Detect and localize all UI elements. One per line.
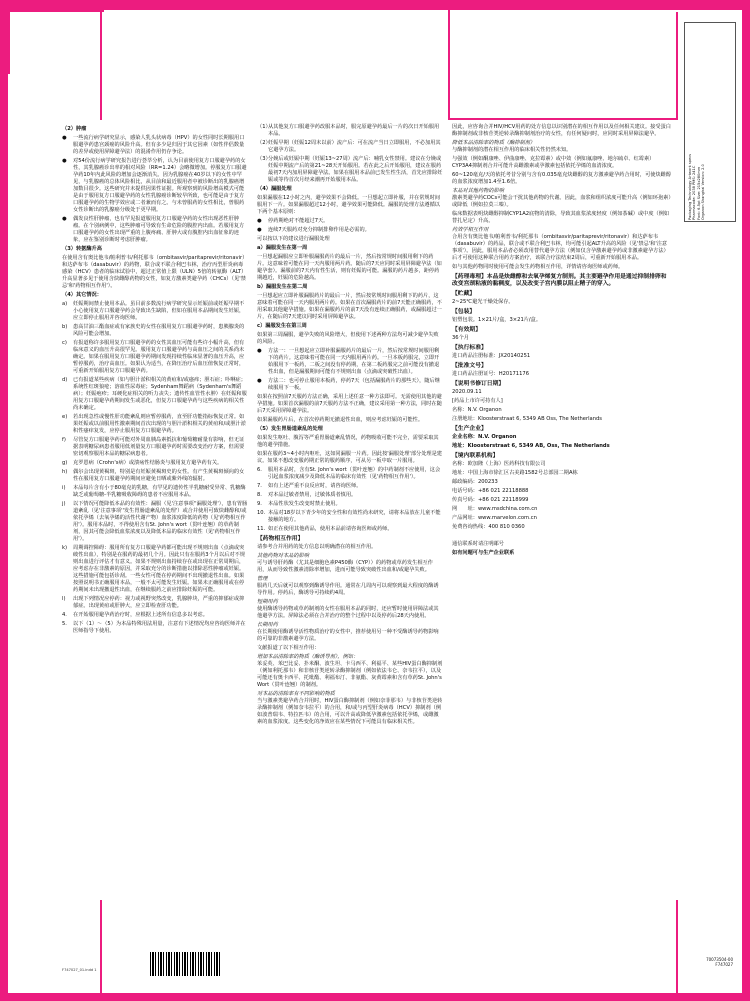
list-text: 以下情况可能降低本品的有效性：漏服（见'注意事项''漏服处理'），患有胃肠道紊乱（见'注意事项''发生胃肠道紊乱的处理'）或合并使用可致炔雌醇和/或依托孕烯（去氧孕烯的活性代谢产物）血浆浓度降低的药物（见'药物相互作用'）。服用本品时，不得使用含有St. John's wort（贯叶连翘）的草药制剂，因其可能会降低血浆浓度以及降低本品的临床有效性（见'药物相互作用'）。 <box>73 501 248 542</box>
paragraph: 请参考合并用药的处方信息以明确潜在的相互作用。 <box>257 544 377 550</box>
list-item <box>62 501 248 543</box>
list-text: 克罗恩病（Crohn's病）或溃疡性结肠炎与服用复方避孕药有关。 <box>73 460 223 466</box>
section-heading: 降低本品清除率的物质（酶抑制剂） <box>452 140 536 146</box>
section-heading: 【境内联系机构】 <box>452 453 499 459</box>
paragraph: 如果发生呕吐、腹泻等严重胃肠道紊乱情况，药物吸收可能不完全，需要采取其他的避孕措施。 <box>257 435 439 448</box>
list-item <box>257 483 443 490</box>
list-text: 从其他复方口服避孕药改服本品时，服完原避孕药最后一片的次日开始服用本品。 <box>268 124 440 137</box>
section-heading: 【药理毒理】本品是炔雌醇和去氧孕烯复方制剂。其主要避孕作用是通过抑制排卵和改变宫颈粘液的黏稠度，以及改变子宫内膜以阻止精子的穿入。 <box>452 274 667 287</box>
paragraph: 文献报道了以下相互作用： <box>257 645 320 651</box>
paragraph: 铝塑包装。1×21片/盒，3×21片/盒。 <box>452 317 542 323</box>
paragraph: 因此，应咨询合并HIV/HCV用药的处方信息以识别潜在的相互作用以及任何相关建议。接受蛋白酶抑制剂或非核苷类逆转录酶抑制剂治疗的女性，有任何疑问时，应同时采用屏障法避孕。 <box>452 124 671 137</box>
list-text: 服用本品时，含有St. John's wort（贯叶连翘）的中药制剂不应使用，这会引起血浆浓度减少及降低本品的临床有效性（见'药物相互作用'）。 <box>268 467 441 480</box>
list-item <box>257 492 443 499</box>
paragraph: 电话号码：+86 021 22118888 <box>452 488 529 494</box>
paragraph: 名称：欧加隆（上海）医药科技有限公司 <box>452 461 546 467</box>
pink-border-bottom <box>0 993 750 1001</box>
section-heading: 【说明书修订日期】 <box>452 381 505 387</box>
list-item <box>62 158 248 214</box>
list-text: 分娩后或妊娠中期（妊娠13~27周）流产后：哺乳女性禁用。建议在分娩或妊娠中期流产后的第21~28天开始服用。若在此之后开始服用，建议在服药最初7天内加用屏障避孕法。如果在服用本品前已发生性生活，首先应排除妊娠或等待首次月经来潮再开始服用本品。 <box>268 156 443 183</box>
crop-line <box>676 900 678 993</box>
paragraph: 邮政编码：200233 <box>452 479 498 485</box>
list-marker: （3） <box>257 156 271 162</box>
list-marker: 6. <box>257 467 262 473</box>
list-text: 对本品过敏者禁用，过敏体质者慎用。 <box>268 492 357 498</box>
paragraph: 通信联系时请注明邮号 <box>452 541 504 547</box>
list-item <box>62 414 248 435</box>
list-marker: ● <box>257 348 262 354</box>
pink-border-right <box>742 0 750 1001</box>
paragraph: 地址：Kloosterstraat 6, 5349 AB, Oss, The Netherlands <box>452 443 610 449</box>
list-item <box>257 348 443 376</box>
list-text: 偶发良性肝肿瘤，也有罕见报道服用复方口服避孕药的女性出现恶性肝肿瘤。在个别病例中，这些肿瘤可导致有生命危险的腹腔内出血。若服用复方口服避孕药的女性出现严重的上腹疼痛、肝肿大或有腹腔内出血征象的迹象，应在鉴别诊断时考虑肝肿瘤。 <box>73 216 245 243</box>
section-heading: c）漏服发生在第三周 <box>257 323 307 329</box>
list-text: 对54份流行病学研究报告进行荟萃分析，认为目前使用复方口服避孕药的女性，其乳腺癌诊出率的相对风险（RR=1.24）会略微增加。停服复方口服避孕药10年内此风险的增加会逐渐消失。因为乳腺癌在40岁以下的女性中罕见，与乳腺癌的总体风险相比，从目前和最近服用者中被诊断出的乳腺癌增加数目很少。这些研究并未提供因果性证据。所观察到的风险增高模式可能是由于服用复方口服避孕药的女性乳腺癌诊断较早所致，也可能是由于复方口服避孕药的生物学效应或二者兼而有之。与未曾服药的女性相比，曾服药女性诊断出的乳腺癌分级处于更早期。 <box>73 158 247 213</box>
paragraph <box>452 533 672 539</box>
list-marker: （1） <box>257 124 271 130</box>
list-item <box>62 460 248 467</box>
list-marker: ● <box>62 135 67 141</box>
list-text: 本品每片含有小于80毫克的乳糖，有罕见的遗传性半乳糖耐受异常、乳糖酶缺乏或葡萄糖-半乳糖吸收障碍的患者不应服用本品。 <box>73 485 246 498</box>
paragraph: 临床数据表明炔雌醇抑制CYP1A2底物的清除，导致其血浆浓度轻度（例如茶碱）或中度（例如替扎尼定）升高。 <box>452 211 670 224</box>
list-marker: k) <box>62 545 68 551</box>
list-item <box>257 378 443 392</box>
paragraph: 36个月 <box>452 335 469 341</box>
list-text: 出现下列情况应停药：视力或视野突然改变，乳腺肿块，严重的抑郁症或抑郁症。出现黄疸或肝肿大，应立即检查肝功能。 <box>73 596 245 609</box>
list-text: 连续7天服药对充分抑制排卵作用是必需的。 <box>268 227 370 233</box>
paragraph: 进口药品注册证号：H20171176 <box>452 371 529 377</box>
paragraph: 如有问题可与生产企业联系 <box>452 550 515 556</box>
section-heading: （5）发生胃肠道紊乱的处理 <box>257 426 323 432</box>
pink-border-top <box>0 0 750 10</box>
spec-row: Packaging Technology Artwork specs <box>688 153 692 220</box>
section-heading: 对本品的清除率有不同影响的物质 <box>257 691 335 697</box>
list-marker: a) <box>62 301 68 307</box>
section-heading: 【执行标准】 <box>452 345 487 351</box>
list-text: 本品性状发生改变时禁止使用。 <box>268 501 341 507</box>
list-text: 已有报道某些疾病（如与胆汁淤积相关的黄疸和/或瘙痒；胆石症；卟啉症；系统性红斑狼疮；溶血性尿毒症；Sydenham舞蹈病（Sydenham's舞蹈病）；妊娠疱疹；耳硬化症相关的听力丧失；遗传性血管性水肿）在妊娠和服用复方口服避孕药期间发生或恶化，但复方口服避孕药与这些疾病的相关性尚未确定。 <box>73 377 247 411</box>
paragraph: 2020.09.11 <box>452 389 482 395</box>
section-heading: （2）肿瘤 <box>62 126 87 132</box>
list-marker: e) <box>62 414 68 420</box>
artwork-spec-text <box>688 24 736 220</box>
list-item <box>62 437 248 458</box>
paragraph: 在使用含有奥比他韦/帕利普韦/利托那韦（ombitasvir/paritaprevir/ritonavir）和达萨布韦（dasabuvir）的药物，联合或不联合利巴韦林，治疗丙型肝炎病毒感染（HCV）患者的临床试验中，超过正常值上限（ULN）5倍的转氨酶（ALT）升高显著多见于使用含炔雌醇药物的女性，如复方激素类避孕药（CHCs）（见'禁忌'和'药物相互作用'）。 <box>62 255 248 289</box>
paragraph: 合用含有奥比他韦/帕利普韦/利托那韦（ombitasvir/paritaprevir/ritonavir）和达萨布韦（dasabuvir）的药品，联合或不联合利巴韦林，均可能引起ALT升高的风险（见'禁忌'和'注意事项'）。因此，服用本品者必须改用替代避孕方法（例如仅含孕激素避孕药或非激素避孕方法）后才可使用这种联合用药方案治疗，该联合疗法结束2周后，可重新开始服用本品。 <box>452 234 669 261</box>
column-middle <box>257 124 443 728</box>
list-text: 本品对18岁以下青少年的安全性和有效性尚未研究，请将本品放在儿童不能接触的地方。 <box>268 510 441 523</box>
list-marker: c) <box>62 340 67 346</box>
list-item <box>62 377 248 412</box>
paragraph: 使用酶诱导药物或草药制剂的女性在服用本品的同时，还应暂时使用屏障法或其他避孕方法。屏障法必须在合并治疗的整个过程中以及停药后28天内使用。 <box>257 606 439 619</box>
section-heading: 增加本品清除率的物质（酶诱导剂），例如： <box>257 654 359 660</box>
section-heading: 【批准文号】 <box>452 363 487 369</box>
list-item <box>257 124 443 138</box>
list-text: 停药期绝对不能超过7天。 <box>268 218 329 224</box>
section-heading: 【药物相互作用】 <box>257 536 304 542</box>
section-heading: 管理 <box>257 576 268 582</box>
list-item <box>62 135 248 156</box>
list-text: 妊娠早期（妊娠12周末以前）流产后：可在流产当日立即服用，不必加用其它避孕方法。 <box>268 140 441 153</box>
paragraph: 服药几天后就可以观察到酶诱导作用。通常在几周内可以观察到最大程度的酶诱导作用。停药后，酶诱导可持续约4周。 <box>257 583 439 596</box>
list-marker: l) <box>62 596 66 602</box>
crop-line <box>8 10 104 12</box>
list-marker: g) <box>62 460 68 466</box>
section-heading: （4）其它情况： <box>62 292 102 298</box>
section-heading: a）漏服发生在第一周 <box>257 245 308 251</box>
list-text: 如有上述严重不良反应时，请咨询医师。 <box>268 483 362 489</box>
list-item <box>257 526 443 533</box>
paragraph: 如与其他药物同时使用可能会发生药物相互作用，详情请咨询医师或药师。 <box>452 264 624 270</box>
paragraph: 如果在按照前7天服药方法正确，采用上述任意一种方法即可。无需使用其他的避孕措施。如果首次漏服的前7天服药方法不正确，建议采用第一种方法，同时在随后7天采用屏障避孕法。 <box>257 394 442 414</box>
column-right <box>452 124 672 559</box>
crop-line <box>8 10 10 74</box>
list-item <box>257 156 443 184</box>
list-text: 在开始服用避孕药治疗时，应根据上述所有信息多以考虑。 <box>73 612 208 618</box>
list-marker: 5. <box>62 621 67 627</box>
list-marker: 4. <box>62 612 67 618</box>
list-marker: f) <box>62 437 66 443</box>
paragraph: 可与诱导肝药酶（尤其是细胞色素P450酶（CYP））的药物或草药发生相互作用，从而导致性激素清除率增加，进而可能导致突破性出血和/或避孕失败。 <box>257 560 433 573</box>
paragraph: 网 址：www.msdchina.com.cn <box>452 506 538 512</box>
list-item <box>62 545 248 594</box>
list-marker: 11. <box>257 526 266 532</box>
list-text: 方法一：一旦想起应立即补服漏服药片的最后一片，然后按常规时间服用剩下的药片。这意味着可能在同一天内服用两片药。一旦本板药服完，立即开始服用下一板药，二板之间没有停药期，在第二板药服完之前可能没有撤退性出血，但是漏服期间可能有不规则出血（点滴或突破性出血）。 <box>268 348 440 375</box>
paragraph: [药品上市许可持有人] <box>452 398 503 404</box>
section-heading: 【包装】 <box>452 309 476 315</box>
spec-row: Pharmacode: 2038 PMS: 241C <box>692 165 697 220</box>
list-marker: 8. <box>257 492 262 498</box>
list-item <box>62 485 248 499</box>
crop-line <box>448 118 678 120</box>
paragraph: 产品网址：www.marvelon.com.cn <box>452 515 537 521</box>
paragraph: 60~120毫克/天的依托考昔分别与含有0.035毫克炔雌醇的复方激素避孕药合用时，可使炔雌醇的血浆浓度增加1.4至1.6倍。 <box>452 172 672 185</box>
paragraph: 与强效（例如酮康唑、伊曲康唑、克拉霉素）或中效（例如氟康唑、地尔硫卓、红霉素）CYP3A4抑制剂合并可能升高雌激素或孕激素包括依托孕烯的血清浓度。 <box>452 156 655 169</box>
list-item <box>257 140 443 154</box>
list-text: 有报道称许多服用复方口服避孕药的女性其血压可能有些许小幅升高，但有临床意义的血压升高很罕见。服用复方口服避孕药与高血压之间的关系尚未确定。如果在服用复方口服避孕药期间发现持续性临床显著的血压升高，应暂停服药，治疗高血压。如果认为适当，在降压治疗后血压值恢复正常时，可重新开始服用复方口服避孕药。 <box>73 340 245 374</box>
list-item <box>62 340 248 375</box>
crop-line <box>100 10 102 120</box>
list-item <box>257 501 443 508</box>
list-item <box>62 301 248 322</box>
list-item <box>62 469 248 483</box>
section-heading: 药效学相互作用 <box>452 227 489 233</box>
list-marker: ● <box>257 218 262 224</box>
section-heading: 本品对其他药物的影响 <box>452 188 504 194</box>
list-item <box>257 218 443 225</box>
list-item <box>257 467 443 481</box>
list-item <box>62 324 248 338</box>
spec-row: Font: 6.5pt Size: 215x280mm <box>696 166 701 220</box>
section-heading: 【贮藏】 <box>452 291 476 297</box>
paragraph: 传真号码：+86 021 22118999 <box>452 497 529 503</box>
paragraph: 如果漏服在12小时之内，避孕效果不会降低。一旦想起立即补服，并在常规时间服用下一片。如果漏服超过12小时，避孕效果可能降低。漏服的处理方法遵循以下两个基本原则： <box>257 195 440 215</box>
document-body <box>62 124 676 964</box>
paragraph: 如果在服药3~4小时内呕吐，这如同漏服一片药。因此按'漏服处理'部分处理是建议。如果不想改变服药期正常的服药顺序，可从另一板中取一片服用。 <box>257 451 442 464</box>
section-heading: 短期用药 <box>257 599 278 605</box>
list-text: 一些流行病学研究显示，感染人乳头状病毒（HPV）的女性同时长期服用口服避孕药患宫颈癌的风险升高。但有多少是归因于其它因素（如性伴侣数量的差异或使用屏障避孕法）的混淆作用仍存争论。 <box>73 135 245 155</box>
list-text: 周期调控障碍：服用所有复方口服避孕药都可能出现不规则出血（点滴或突破性出血），特别是在服药的最初几个月。因此只有在服药3个月以后对不规则出血进行评估才有意义。如果不规则出血持续存在或出现在正常周期后，应考虑存在非激素的原因，并采取充分的诊断措施以排除恶性肿瘤或妊娠。这些措施可能包括诊刮。一些女性可能在停药期间不出现撤退性出血。如果按照说明书正确服用本品，一般不太可能发生妊娠。如果未正确服用或在停药期间未出现撤退性出血，在继续服药之前应排除妊娠的可能。 <box>73 545 245 593</box>
print-code: F747027_01.indd 1 <box>62 968 97 972</box>
paragraph: 苯妥英、苯巴比妥、扑米酮、波生坦、卡马西平、利福平、某些HIV蛋白酶抑制剂（例如利托那韦）和非核苷类逆转录酶抑制剂（例如依法韦仑、奈韦拉平），以及可能还有奥卡西平、托吡酯、利福布汀、非氨酯、灰黄霉素和含有草药St. John's Wort（贯叶连翘）的制剂。 <box>257 661 443 688</box>
pink-border-left <box>0 0 8 1001</box>
paragraph: 与酶抑制剂的潜在相互作用的临床相关性仍然未知。 <box>452 147 572 153</box>
pharmacode-barcode <box>150 952 220 976</box>
paragraph: 地址：中国上海市徐汇区古美路1582号总部园二期A栋 <box>452 470 578 476</box>
paragraph: 激素类避孕药COCs可能会干扰其他药物的代谢。因此，血浆和组织浓度可能升高（例如环孢素）或降低（例如拉莫三嗪）。 <box>452 195 671 208</box>
list-text: 以下（1）～（5）为本品特殊用法用量，注意有下述情况均应咨询医师并在医师指导下使用。 <box>73 621 246 634</box>
paragraph: 免费咨询热线：400 810 0360 <box>452 524 525 530</box>
list-marker: j) <box>62 501 66 507</box>
list-text: 方法二：也可停止服用本板药，停药7天（包括漏服药片的那些天），随后继续服用下一板。 <box>268 378 440 391</box>
section-heading: 【生产企业】 <box>452 426 487 432</box>
list-marker: 9. <box>257 501 262 507</box>
list-item <box>62 596 248 610</box>
section-heading: （4）漏服处理 <box>257 186 292 192</box>
list-marker: d) <box>62 377 68 383</box>
list-marker: b) <box>62 324 68 330</box>
paragraph: 名称：N.V. Organon <box>452 407 502 413</box>
list-text: 尽管复方口服避孕药可能对外周血胰岛素抵抗和葡萄糖耐量有影响，但无证据表明糖尿病患者服用低剂量复方口服避孕药时需要改变治疗方案，但需要密切观察服用本品的糖尿病患者。 <box>73 437 245 457</box>
section-heading: （3）转氨酶升高 <box>62 246 102 252</box>
paragraph: 企业名称：N.V. Organon <box>452 434 517 440</box>
list-text: 若出现急性或慢性肝功能紊乱则应暂停服药，直至肝功能指标恢复正常。如果妊娠或以前服用性激素期间首次出现的与胆汁淤积相关的黄疸和/或胆汁淤积性瘙痒复发，应停止服用复方口服避孕药。 <box>73 414 246 434</box>
list-item <box>62 612 248 619</box>
section-heading: 其他药物对本品的影响 <box>257 553 309 559</box>
list-marker: i) <box>62 485 66 491</box>
list-item <box>257 510 443 524</box>
list-marker: ● <box>62 216 67 222</box>
barcode-number: 70073504-00 F747027 <box>706 957 733 967</box>
spec-row: Organon Shanghai Version: 2.0 <box>701 164 706 220</box>
paragraph: 2~25℃避光干燥处保存。 <box>452 299 514 305</box>
paragraph: 在长期使用酶诱导活性物质治疗的女性中，推荐使用另一种不受酶诱导药物影响的可靠的非激素避孕方法。 <box>257 629 439 642</box>
list-marker: ● <box>257 227 262 233</box>
list-marker: 10. <box>257 510 266 516</box>
paragraph: 注册地址：Kloosterstraat 6, 5349 AB Oss, The Netherlands <box>452 416 603 422</box>
list-marker: ● <box>62 158 67 164</box>
paragraph: 当与激素类避孕药合并用时，HIV蛋白酶抑制剂（例如奈菲那韦）与非核苷类逆转录酶抑制剂（例如奈韦拉平）的合用，和/或与丙型肝炎病毒（HCV）抑制剂（例如波普瑞韦、特拉匹韦）的合用，可以升高或降低孕激素包括依托孕烯，或雌激素的血浆浓度。这些变化的净效应在某些情况下可能具有临床相关性。 <box>257 698 443 725</box>
column-left <box>62 124 248 637</box>
section-heading: 【有效期】 <box>452 327 481 333</box>
list-text: 妊娠期间禁止使用本品。虽目前多数流行病学研究显示妊娠前或妊娠早期不小心使用复方口服避孕药会导致出生缺陷，但如在服用本品期间发生妊娠，应立即停止服用并咨询医师。 <box>73 301 245 321</box>
section-heading: b）漏服发生在第二周 <box>257 284 308 290</box>
paragraph: 如果漏服药片后，在首次停药期无撤退性出血，则应考虑妊娠的可能性。 <box>257 417 424 423</box>
crop-line <box>676 12 678 120</box>
paragraph: 如果第三周漏服，避孕失败的风险增大，但使用下述两种方法均可减少避孕失败的风险。 <box>257 332 439 345</box>
list-item <box>257 227 443 234</box>
paragraph: 进口药品注册标准：JX20140251 <box>452 353 531 359</box>
list-marker: ● <box>257 378 262 384</box>
list-item <box>62 621 248 635</box>
paragraph: 一旦想起应立即补服漏服药片的最后一片，然后按常规时间服用剩下的药片，这意味着可能在同一天内服用两片药。如果在首次漏服药片的前7天能正确服药，不用采取其他避孕措施。如果在漏服药片的前7天没有连续正确服药，或漏服超过一片，在随后的7天建议同时采用屏障避孕法。 <box>257 293 442 320</box>
list-item <box>62 216 248 244</box>
crop-line <box>448 10 450 118</box>
paragraph: 一旦想起漏服应立即补服漏服药片的最后一片，然后按常规时间服用剩下的药片。这意味着可能在同一天内服用两片药。随后的7天应同时采用屏障避孕法（如避孕套）。漏服前的7天内有性生活，则有妊娠的可能。漏服的药片越多，距停药期越近，妊娠的危险越高。 <box>257 254 442 281</box>
list-marker: h) <box>62 469 68 475</box>
list-marker: 7. <box>257 483 262 489</box>
list-text: 偶尔会出现黄褐斑，特别是有妊娠黄褐斑史的女性。有产生黄褐斑倾向的女性在服用复方口服避孕药期间应避免日晒或紫外线的辐射。 <box>73 469 245 482</box>
paragraph: 可以按以下的建议进行漏服处理 <box>257 236 330 242</box>
section-heading: 长期用药 <box>257 622 278 628</box>
list-text: 如正在使用其他药品，使用本品前请咨询医师或药师。 <box>268 526 393 532</box>
list-marker: （2） <box>257 140 271 146</box>
list-text: 患高甘油三酯血症或有家族史的女性在服用复方口服避孕药时，患胰腺炎的风险可能会增加。 <box>73 324 245 337</box>
